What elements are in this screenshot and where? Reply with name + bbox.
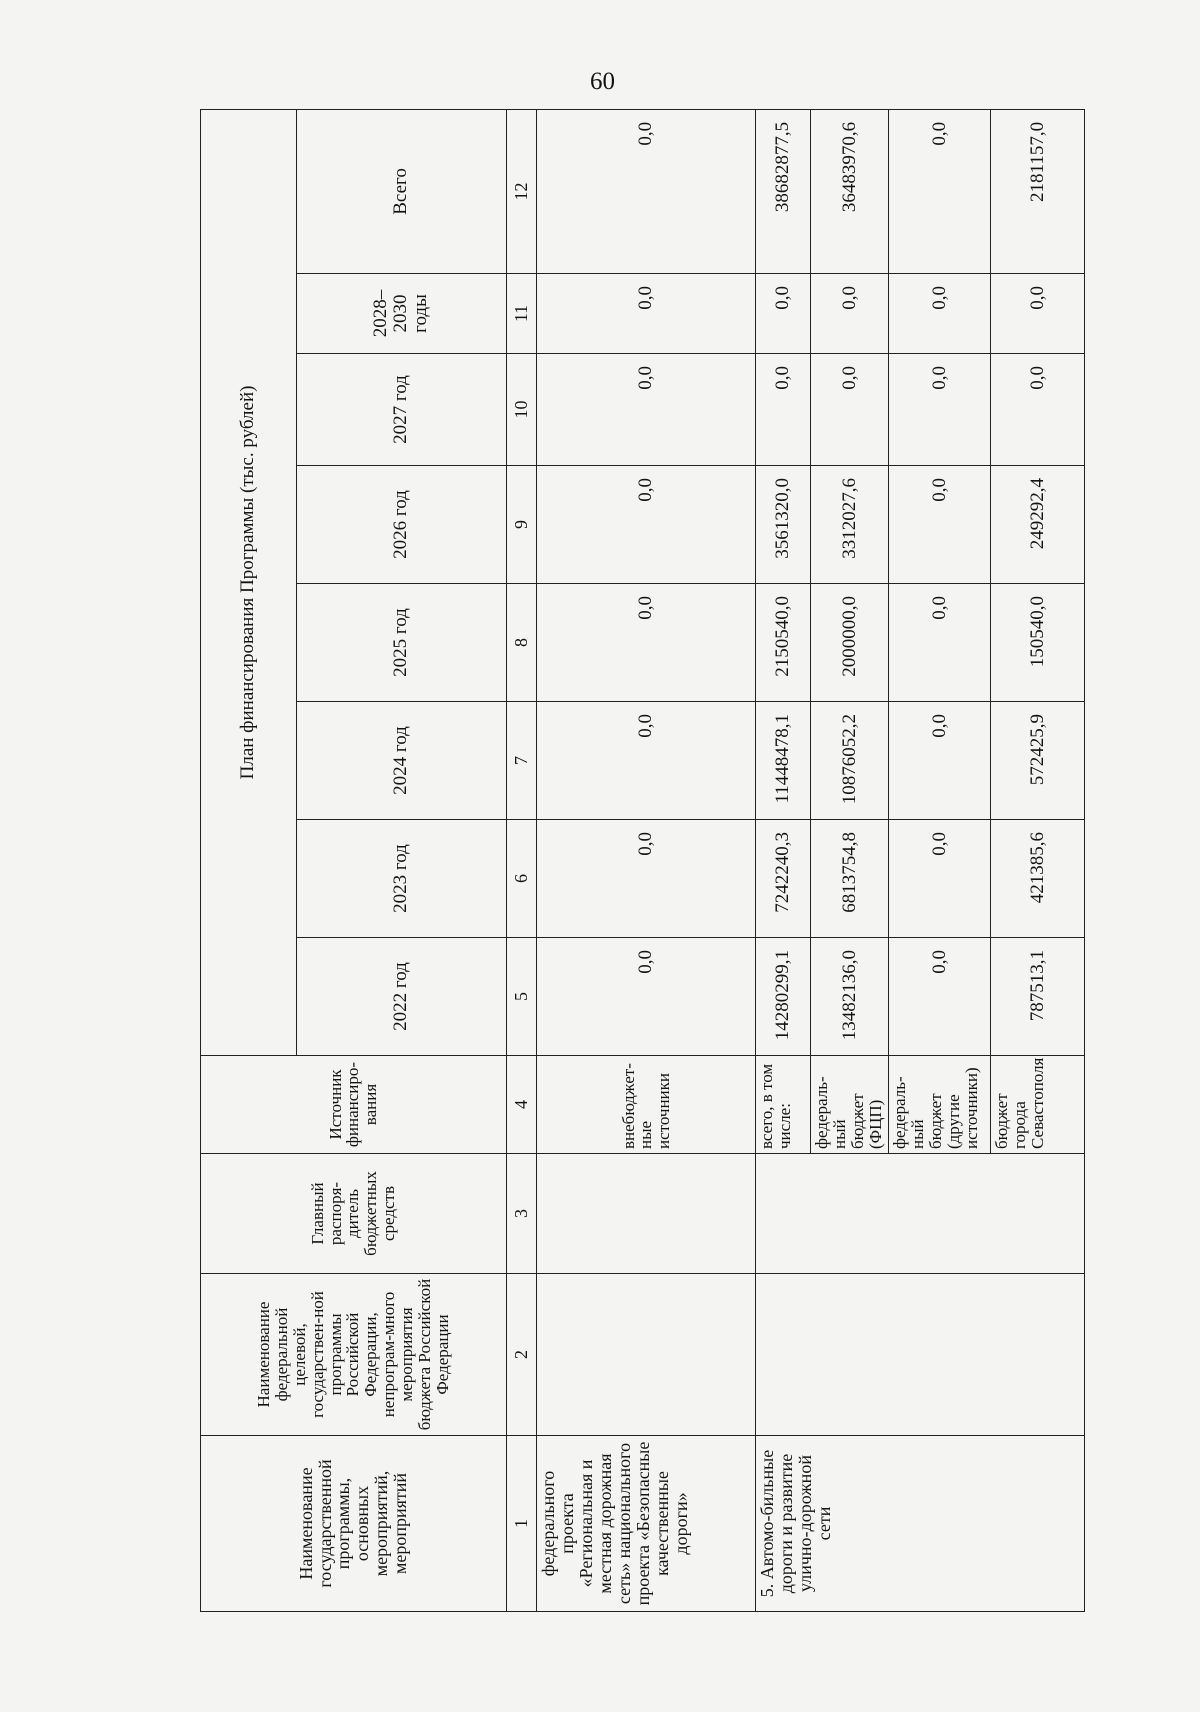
table-row [756, 109, 811, 1611]
page-number: 60 [590, 68, 615, 95]
column-number: 3 [506, 1154, 537, 1274]
header-budget-manager: Главный распоря-дитель бюджетных средств [201, 1154, 507, 1274]
header-year-2023: 2023 год [296, 820, 506, 938]
header-row-1 [201, 109, 297, 1611]
value-cell: 2000000,0 [811, 584, 889, 702]
column-number: 12 [506, 109, 537, 273]
value-cell: 421385,6 [991, 820, 1085, 938]
row-source: федераль-ный бюджет (ФЦП) [811, 1056, 889, 1154]
value-cell: 0,0 [537, 584, 756, 702]
value-cell: 0,0 [537, 109, 756, 273]
column-number-row [506, 109, 537, 1611]
header-year-2026: 2026 год [296, 466, 506, 584]
value-cell: 0,0 [991, 354, 1085, 466]
value-cell: 38682877,5 [756, 109, 811, 273]
value-cell: 0,0 [811, 274, 889, 354]
column-number: 4 [506, 1056, 537, 1154]
value-cell: 36483970,6 [811, 109, 889, 273]
value-cell: 0,0 [889, 820, 991, 938]
column-number: 9 [506, 466, 537, 584]
row-manager [537, 1154, 756, 1274]
value-cell: 0,0 [537, 466, 756, 584]
value-cell: 572425,9 [991, 702, 1085, 820]
value-cell: 0,0 [889, 466, 991, 584]
row-source: внебюджет-ные источники [537, 1056, 756, 1154]
value-cell: 0,0 [537, 354, 756, 466]
value-cell: 11448478,1 [756, 702, 811, 820]
value-cell: 13482136,0 [811, 938, 889, 1056]
column-number: 7 [506, 702, 537, 820]
value-cell: 10876052,2 [811, 702, 889, 820]
financing-plan-table [200, 109, 1085, 1612]
value-cell: 0,0 [537, 820, 756, 938]
value-cell: 2150540,0 [756, 584, 811, 702]
value-cell: 0,0 [811, 354, 889, 466]
header-year-2025: 2025 год [296, 584, 506, 702]
value-cell: 0,0 [537, 938, 756, 1056]
header-financing-plan: План финансирования Программы (тыс. рублей) [201, 109, 297, 1055]
row-manager [756, 1154, 1085, 1274]
value-cell: 3561320,0 [756, 466, 811, 584]
value-cell: 7242240,3 [756, 820, 811, 938]
value-cell: 787513,1 [991, 938, 1085, 1056]
header-program-name: Наименование государственной программы, основных мероприятий, мероприятий [201, 1436, 507, 1612]
header-year-2027: 2027 год [296, 354, 506, 466]
header-federal-program: Наименование федеральной целевой, государствен-ной программы Российской Федерации, непрограм-много мероприятия бюджета Российской Федерации [201, 1274, 507, 1436]
value-cell: 0,0 [889, 938, 991, 1056]
header-year-2028-2030: 2028–2030 годы [296, 274, 506, 354]
column-number: 5 [506, 938, 537, 1056]
row-program [756, 1274, 1085, 1436]
rotated-table-wrapper [200, 110, 1085, 1612]
column-number: 1 [506, 1436, 537, 1612]
row-source: федераль-ный бюджет (другие источники) [889, 1056, 991, 1154]
column-number: 6 [506, 820, 537, 938]
value-cell: 249292,4 [991, 466, 1085, 584]
column-number: 8 [506, 584, 537, 702]
value-cell: 0,0 [537, 702, 756, 820]
value-cell: 0,0 [889, 274, 991, 354]
column-number: 10 [506, 354, 537, 466]
value-cell: 14280299,1 [756, 938, 811, 1056]
value-cell: 0,0 [756, 354, 811, 466]
value-cell: 2181157,0 [991, 109, 1085, 273]
value-cell: 0,0 [756, 274, 811, 354]
header-year-2024: 2024 год [296, 702, 506, 820]
value-cell: 0,0 [889, 702, 991, 820]
header-total: Всего [296, 109, 506, 273]
value-cell: 6813754,8 [811, 820, 889, 938]
row-source: бюджет города Севастополя [991, 1056, 1085, 1154]
header-funding-source: Источник финансиро-вания [201, 1056, 507, 1154]
value-cell: 150540,0 [991, 584, 1085, 702]
table-row [537, 109, 756, 1611]
column-number: 11 [506, 274, 537, 354]
value-cell: 0,0 [991, 274, 1085, 354]
value-cell: 3312027,6 [811, 466, 889, 584]
value-cell: 0,0 [889, 354, 991, 466]
row-source: всего, в том числе: [756, 1056, 811, 1154]
value-cell: 0,0 [889, 584, 991, 702]
value-cell: 0,0 [889, 109, 991, 273]
value-cell: 0,0 [537, 274, 756, 354]
row-program [537, 1274, 756, 1436]
row-name-federal-project: федерального проекта «Региональная и местная дорожная сеть» национального проекта «Безопасные качественные дороги» [537, 1436, 756, 1612]
header-year-2022: 2022 год [296, 938, 506, 1056]
column-number: 2 [506, 1274, 537, 1436]
row-name-roads: 5. Автомо-бильные дороги и развитие улично-дорожной сети [756, 1436, 1085, 1612]
